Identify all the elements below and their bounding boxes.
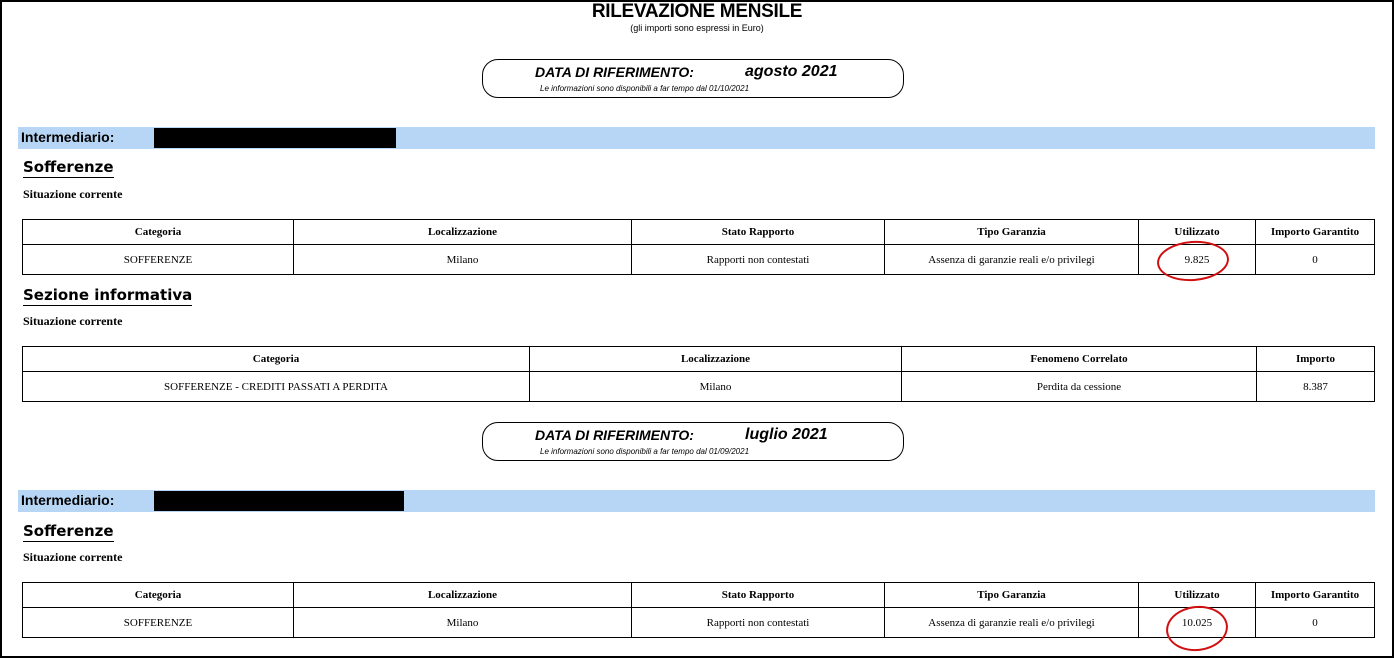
intermediario-label: Intermediario: [21, 129, 115, 145]
availability-note: Le informazioni sono disponibili a far tempo dal 01/09/2021 [540, 447, 750, 456]
utilizzato-value: 10.025 [1139, 608, 1256, 638]
table-cell: Rapporti non contestati [632, 245, 885, 275]
table-cell: Milano [294, 245, 632, 275]
column-header: Utilizzato [1139, 220, 1256, 245]
table-row [23, 608, 1375, 638]
reference-date-box [482, 59, 904, 98]
intermediario-label: Intermediario: [21, 492, 115, 508]
column-header: Fenomeno Correlato [902, 347, 1257, 372]
reference-date-label: DATA DI RIFERIMENTO: [535, 64, 694, 80]
situazione-corrente-label: Situazione corrente [23, 314, 123, 328]
availability-note: Le informazioni sono disponibili a far tempo dal 01/10/2021 [540, 84, 750, 93]
reference-date-label: DATA DI RIFERIMENTO: [535, 427, 694, 443]
situazione-corrente-label: Situazione corrente [23, 187, 123, 201]
column-header: Importo Garantito [1256, 220, 1375, 245]
column-header: Localizzazione [530, 347, 902, 372]
redacted-intermediario-name [154, 491, 404, 511]
column-header: Utilizzato [1139, 583, 1256, 608]
column-header: Tipo Garanzia [885, 220, 1139, 245]
table-cell: 0 [1256, 608, 1375, 638]
situazione-corrente-label: Situazione corrente [23, 550, 123, 564]
page-subtitle: (gli importi sono espressi in Euro) [630, 23, 764, 33]
table-header-row [23, 583, 1375, 608]
table-header-row [23, 347, 1375, 372]
page-title: RILEVAZIONE MENSILE [591, 1, 803, 22]
column-header: Importo [1257, 347, 1375, 372]
sofferenze-table [22, 582, 1375, 638]
section-title-sofferenze: Sofferenze [23, 522, 114, 540]
column-header: Stato Rapporto [632, 220, 885, 245]
column-header: Stato Rapporto [632, 583, 885, 608]
column-header: Localizzazione [294, 583, 632, 608]
table-cell: SOFFERENZE [23, 608, 294, 638]
column-header: Localizzazione [294, 220, 632, 245]
table-row [23, 245, 1375, 275]
informativa-table [22, 346, 1375, 402]
table-cell: Milano [530, 372, 902, 402]
reference-period: luglio 2021 [745, 426, 828, 443]
column-header: Categoria [23, 583, 294, 608]
sofferenze-table [22, 219, 1375, 275]
table-cell: Rapporti non contestati [632, 608, 885, 638]
utilizzato-value: 9.825 [1139, 245, 1256, 275]
table-row [23, 372, 1375, 402]
table-header-row [23, 220, 1375, 245]
reference-date-box [482, 422, 904, 461]
table-cell: Assenza di garanzie reali e/o privilegi [885, 245, 1139, 275]
redacted-intermediario-name [154, 128, 396, 148]
table-cell: SOFFERENZE - CREDITI PASSATI A PERDITA [23, 372, 530, 402]
intermediario-bar [18, 490, 1375, 512]
table-cell: SOFFERENZE [23, 245, 294, 275]
section-title-sofferenze: Sofferenze [23, 158, 114, 176]
table-cell: Assenza di garanzie reali e/o privilegi [885, 608, 1139, 638]
column-header: Categoria [23, 347, 530, 372]
importo-value: 8.387 [1257, 372, 1375, 402]
table-cell: Milano [294, 608, 632, 638]
column-header: Importo Garantito [1256, 583, 1375, 608]
column-header: Categoria [23, 220, 294, 245]
column-header: Tipo Garanzia [885, 583, 1139, 608]
reference-period: agosto 2021 [745, 63, 838, 80]
intermediario-bar [18, 127, 1375, 149]
table-cell: Perdita da cessione [902, 372, 1257, 402]
table-cell: 0 [1256, 245, 1375, 275]
section-title-informativa: Sezione informativa [23, 286, 193, 304]
